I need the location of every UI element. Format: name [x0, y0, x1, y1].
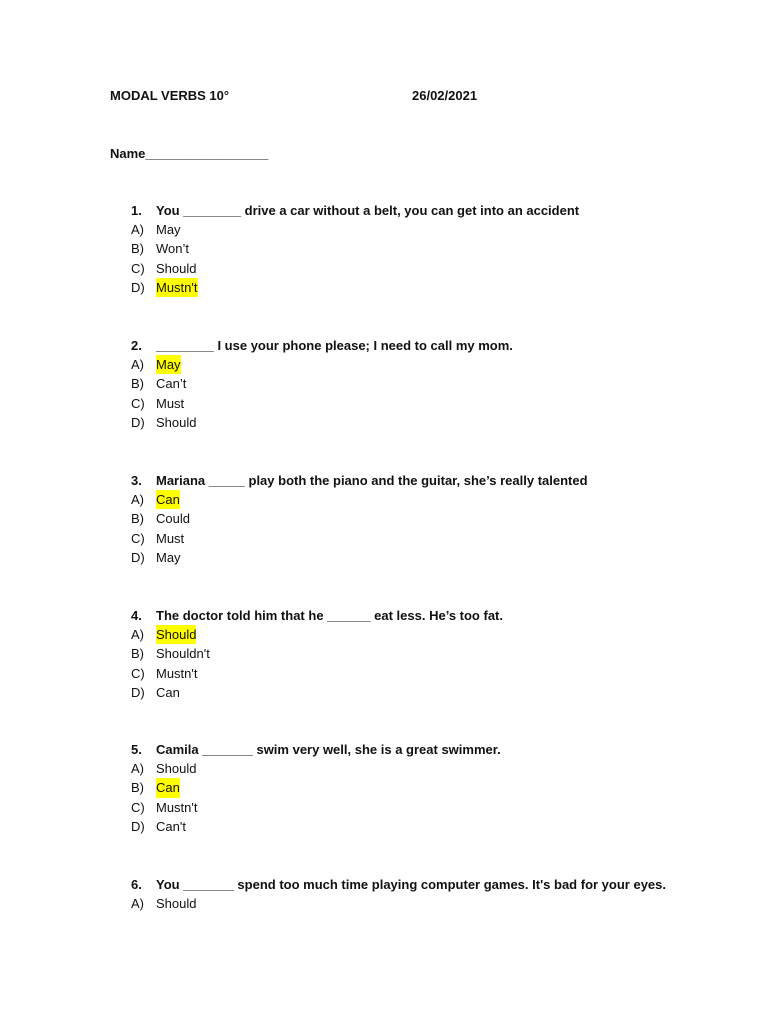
option-letter: A): [131, 222, 144, 237]
option-letter: C): [131, 530, 145, 546]
option-text: Can: [156, 684, 180, 700]
option-text: Must: [156, 395, 185, 411]
option-text: May: [156, 549, 181, 565]
option-text: Could: [156, 511, 190, 527]
question-text: Mariana _____ play both the piano and the guitar, she’s really talented: [156, 473, 588, 488]
option-text: Mustn't: [156, 665, 198, 681]
option-text: Can’t: [156, 376, 187, 392]
question-number: 4.: [131, 608, 142, 623]
option-text: Should: [156, 761, 197, 776]
option-letter: A): [131, 896, 144, 911]
option-c: [131, 529, 671, 548]
option-letter: B): [131, 241, 144, 257]
option-b: [131, 239, 671, 258]
option-text-highlighted: Mustn't: [156, 278, 198, 297]
option-letter: C): [131, 665, 145, 681]
option-d: [131, 817, 671, 836]
question-text: You _______ spend too much time playing computer games. It's bad for your eyes.: [156, 877, 666, 892]
option-letter: A): [131, 492, 144, 507]
option-b: [131, 509, 671, 528]
question-4: [131, 606, 671, 702]
question-number: 3.: [131, 473, 142, 488]
option-text-highlighted: May: [156, 355, 181, 374]
worksheet-header: [110, 88, 670, 103]
option-letter: A): [131, 627, 144, 642]
option-a: [131, 759, 671, 778]
option-d: [131, 413, 671, 432]
option-c: [131, 394, 671, 413]
option-c: [131, 259, 671, 278]
option-text-highlighted: Should: [156, 625, 196, 644]
option-letter: D): [131, 414, 145, 430]
option-letter: B): [131, 780, 144, 796]
question-number: 1.: [131, 203, 142, 218]
option-d: [131, 278, 671, 297]
option-c: [131, 798, 671, 817]
option-text: Shouldn't: [156, 646, 210, 662]
option-a: [131, 220, 671, 239]
worksheet-title: MODAL VERBS 10°: [110, 88, 230, 103]
option-a: [131, 894, 671, 913]
question-1: [131, 201, 671, 297]
option-text: Mustn't: [156, 799, 198, 815]
question-number: 6.: [131, 877, 142, 892]
question-text: The doctor told him that he ______ eat less. He’s too fat.: [156, 608, 503, 623]
question-number: 5.: [131, 742, 142, 757]
option-b: [131, 644, 671, 663]
question-5: [131, 740, 671, 836]
option-text: May: [156, 222, 181, 237]
option-letter: D): [131, 549, 145, 565]
option-letter: B): [131, 646, 144, 662]
option-letter: A): [131, 357, 144, 372]
option-a: [131, 355, 671, 374]
option-text: Can't: [156, 818, 186, 834]
option-letter: D): [131, 684, 145, 700]
option-text: Should: [156, 260, 197, 276]
option-b: [131, 374, 671, 393]
option-b: [131, 778, 671, 797]
option-letter: C): [131, 260, 145, 276]
option-text-highlighted: Can: [156, 490, 180, 509]
option-letter: B): [131, 511, 144, 527]
name-field-line: Name_________________: [110, 146, 269, 161]
option-text: Must: [156, 530, 185, 546]
option-a: [131, 490, 671, 509]
question-text: ________ I use your phone please; I need to call my mom.: [156, 338, 513, 353]
option-letter: A): [131, 761, 144, 776]
option-text-highlighted: Can: [156, 778, 180, 797]
question-2: [131, 336, 671, 432]
question-3: [131, 471, 671, 567]
question-text: You ________ drive a car without a belt, you can get into an accident: [156, 203, 580, 218]
option-text: Should: [156, 896, 197, 911]
option-letter: C): [131, 395, 145, 411]
option-text: Should: [156, 414, 197, 430]
option-text: Won’t: [156, 241, 189, 257]
question-number: 2.: [131, 338, 142, 353]
option-a: [131, 625, 671, 644]
option-d: [131, 548, 671, 567]
question-6: [131, 875, 671, 913]
question-text: Camila _______ swim very well, she is a great swimmer.: [156, 742, 501, 757]
option-d: [131, 683, 671, 702]
option-letter: D): [131, 818, 145, 834]
option-c: [131, 664, 671, 683]
option-letter: D): [131, 279, 145, 295]
worksheet-date: 26/02/2021: [412, 88, 478, 103]
option-letter: B): [131, 376, 144, 392]
option-letter: C): [131, 799, 145, 815]
